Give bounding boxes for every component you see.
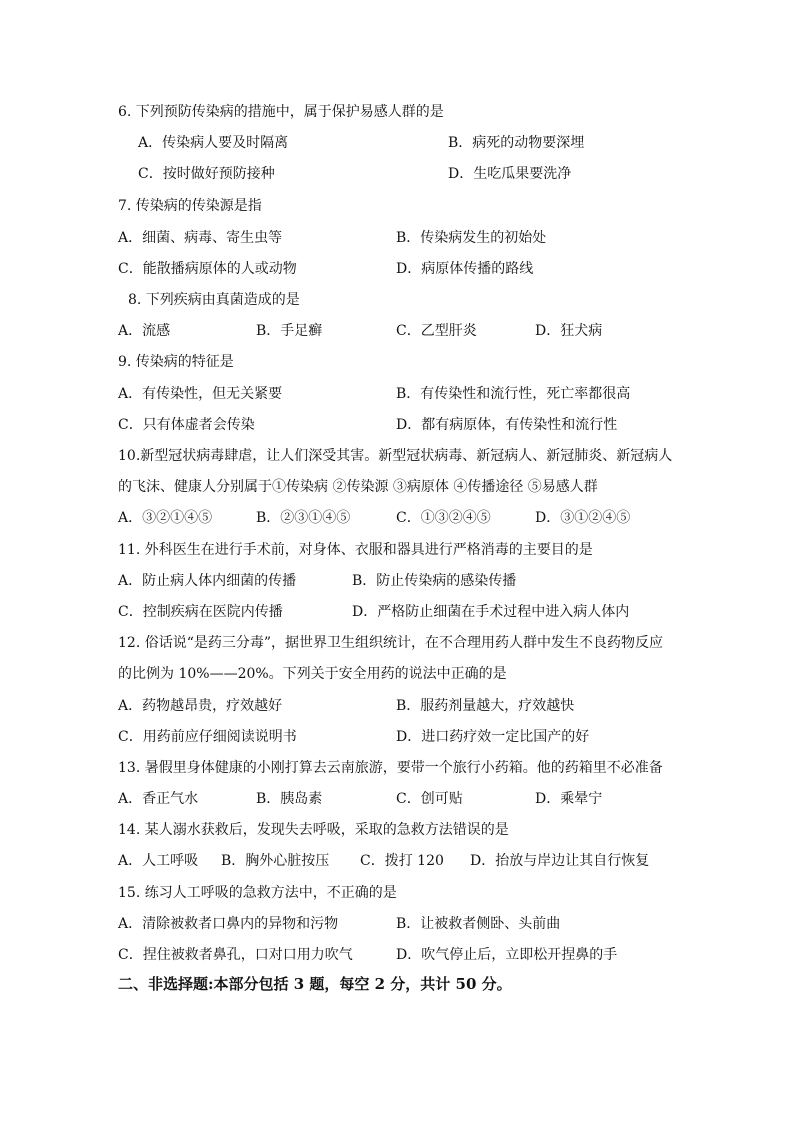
q14-option-b: B．胸外心脏按压 xyxy=(221,853,330,869)
q13-option-c: C．创可贴 xyxy=(396,791,463,807)
q11-option-c: C．控制疾病在医院内传播 xyxy=(118,604,283,620)
question-9-stem: 9. 传染病的特征是 xyxy=(118,354,234,370)
question-6-stem: 6. 下列预防传染病的措施中，属于保护易感人群的是 xyxy=(118,104,444,120)
question-11-stem: 11. 外科医生在进行手术前，对身体、衣服和器具进行严格消毒的主要目的是 xyxy=(118,542,593,558)
q10-option-a: A．③②①④⑤ xyxy=(118,510,213,526)
q8-option-d: D．狂犬病 xyxy=(535,323,603,339)
question-15-stem: 15. 练习人工呼吸的急救方法中，不正确的是 xyxy=(118,885,397,901)
q12-option-d: D．进口药疗效一定比国产的好 xyxy=(396,729,590,745)
q13-option-a: A．香正气水 xyxy=(118,791,199,807)
question-12-stem-line-1: 12. 俗话说“是药三分毒”，据世界卫生组织统计，在不合理用药人群中发生不良药物反应 xyxy=(118,635,664,651)
question-10-stem-line-2: 的飞沫、健康人分别属于①传染病 ②传染源 ③病原体 ④传播途径 ⑤易感人群 xyxy=(118,479,598,495)
q10-option-b: B．②③①④⑤ xyxy=(256,510,351,526)
q6-option-a: A．传染病人要及时隔离 xyxy=(138,135,289,151)
q12-option-c: C．用药前应仔细阅读说明书 xyxy=(118,729,297,745)
q13-option-d: D．乘晕宁 xyxy=(535,791,603,807)
question-7-stem: 7. 传染病的传染源是指 xyxy=(118,198,262,214)
q15-option-a: A．清除被救者口鼻内的异物和污物 xyxy=(118,916,339,932)
q9-option-d: D．都有病原体，有传染性和流行性 xyxy=(396,417,618,433)
q9-option-b: B．有传染性和流行性，死亡率都很高 xyxy=(396,386,631,402)
question-8-stem: 8. 下列疾病由真菌造成的是 xyxy=(128,292,300,308)
q7-option-c: C．能散播病原体的人或动物 xyxy=(118,261,297,277)
question-13-stem: 13. 暑假里身体健康的小刚打算去云南旅游，要带一个旅行小药箱。他的药箱里不必准备 xyxy=(118,760,663,776)
q9-option-c: C．只有体虚者会传染 xyxy=(118,417,255,433)
q15-option-b: B．让被救者侧卧、头前曲 xyxy=(396,916,561,932)
q15-option-d: D．吹气停止后，立即松开捏鼻的手 xyxy=(396,947,618,963)
q8-option-a: A．流感 xyxy=(118,323,171,339)
q12-option-b: B．服药剂量越大，疗效越快 xyxy=(396,698,575,714)
q11-option-a: A．防止病人体内细菌的传播 xyxy=(118,573,297,589)
q14-option-a: A．人工呼吸 xyxy=(118,853,199,869)
q7-option-d: D．病原体传播的路线 xyxy=(396,261,534,277)
question-12-stem-line-2: 的比例为 10%——20%。下列关于安全用药的说法中正确的是 xyxy=(118,666,507,682)
q14-option-d: D．抬放与岸边让其自行恢复 xyxy=(470,853,650,869)
q8-option-c: C．乙型肝炎 xyxy=(396,323,477,339)
q14-option-c: C．拨打 120 xyxy=(360,853,444,869)
q9-option-a: A．有传染性，但无关紧要 xyxy=(118,386,283,402)
q10-option-c: C．①③②④⑤ xyxy=(396,510,491,526)
q7-option-b: B．传染病发生的初始处 xyxy=(396,230,547,246)
q6-option-b: B．病死的动物要深埋 xyxy=(448,135,585,151)
q6-option-d: D．生吃瓜果要洗净 xyxy=(448,166,572,182)
q15-option-c: C．捏住被救者鼻孔，口对口用力吹气 xyxy=(118,947,353,963)
section-heading: 二、非选择题:本部分包括 3 题，每空 2 分，共计 50 分。 xyxy=(118,975,512,993)
q7-option-a: A．细菌、病毒、寄生虫等 xyxy=(118,230,283,246)
question-14-stem: 14. 某人溺水获救后，发现失去呼吸，采取的急救方法错误的是 xyxy=(118,822,509,838)
question-10-stem-line-1: 10.新型冠状病毒肆虐，让人们深受其害。新型冠状病毒、新冠病人、新冠肺炎、新冠病人 xyxy=(118,448,673,464)
q13-option-b: B．胰岛素 xyxy=(256,791,323,807)
q6-option-c: C．按时做好预防接种 xyxy=(138,166,275,182)
q8-option-b: B．手足癣 xyxy=(256,323,323,339)
q11-option-d: D．严格防止细菌在手术过程中进入病人体内 xyxy=(352,604,630,620)
q10-option-d: D．③①②④⑤ xyxy=(535,510,631,526)
q11-option-b: B．防止传染病的感染传播 xyxy=(352,573,517,589)
q12-option-a: A．药物越昂贵，疗效越好 xyxy=(118,698,283,714)
